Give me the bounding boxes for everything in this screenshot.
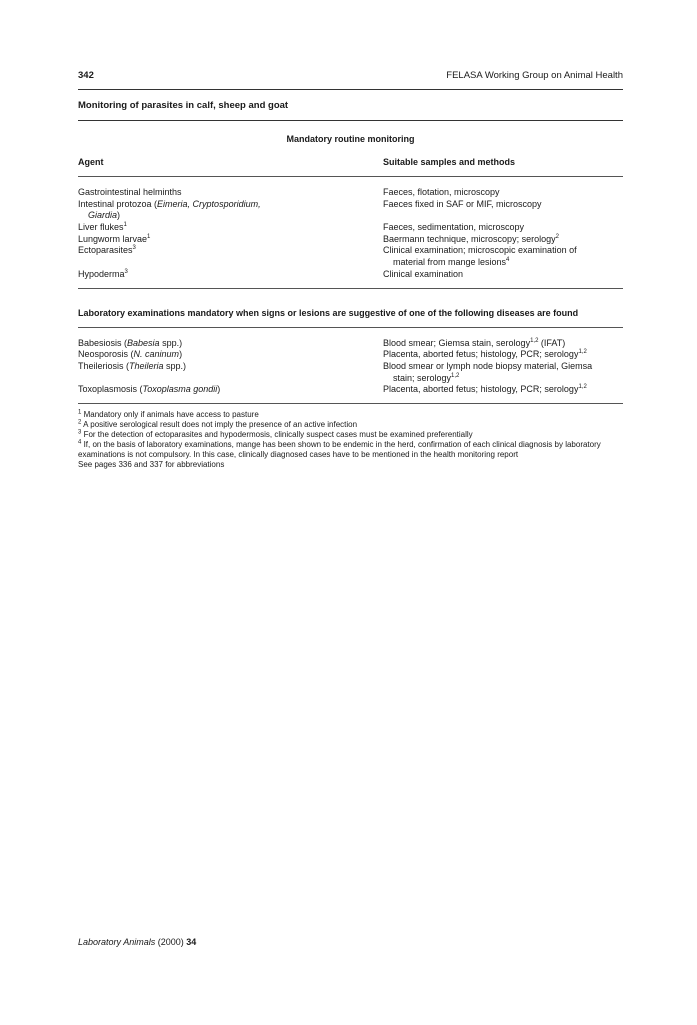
methods-cell: Blood smear or lymph node biopsy material, Giemsa stain; serology$^{1,2}$ bbox=[383, 360, 593, 383]
footnote: $^4$ If, on the basis of laboratory examinations, mange has been shown to be endemic in the herd, confirmation of each clinical diagnosis by laboratory examinations is not compulsory. In this case, clinically diagnosed cases have to be mentioned in the health monitoring report bbox=[78, 439, 601, 459]
journal-name: Laboratory Animals bbox=[78, 937, 156, 947]
table-row bbox=[78, 384, 623, 396]
disease-cell: Theileriosis (Theileria spp.) bbox=[78, 360, 187, 371]
table-row bbox=[78, 349, 623, 361]
disease-cell: Toxoplasmosis (Toxoplasma gondii) bbox=[78, 384, 221, 395]
lab-end-rule bbox=[78, 403, 623, 404]
methods-cell: Blood smear; Giemsa stain, serology$^{1,2}$ (IFAT) bbox=[383, 337, 566, 348]
page-number: 342 bbox=[78, 70, 94, 81]
lab-table bbox=[78, 338, 623, 396]
lab-heading: Laboratory examinations mandatory when signs or lesions are suggestive of one of the following diseases are found bbox=[78, 307, 579, 318]
table-row bbox=[78, 338, 623, 350]
disease-cell: Neosporosis (N. caninum) bbox=[78, 349, 183, 360]
methods-cell: Placenta, aborted fetus; histology, PCR; serology$^{1,2}$ bbox=[383, 384, 587, 395]
footnote: $^3$ For the detection of ectoparasites and hypodermosis, clinically suspect cases must be examined preferentially bbox=[78, 429, 473, 439]
table-row bbox=[78, 234, 623, 246]
agent-cell: Gastrointestinal helminths bbox=[78, 187, 182, 197]
methods-cell: Faeces fixed in SAF or MIF, microscopy bbox=[383, 198, 542, 209]
table-row bbox=[78, 187, 623, 199]
agent-cell: Liver flukes$^1$ bbox=[78, 222, 127, 233]
journal-volume: 34 bbox=[186, 937, 197, 947]
mandatory-end-rule bbox=[78, 288, 623, 289]
mandatory-table bbox=[78, 187, 623, 281]
title-rule bbox=[78, 120, 623, 121]
agent-cell: Intestinal protozoa (Eimeria, Cryptosporidium, Giardia) bbox=[78, 198, 261, 221]
disease-cell: Babesiosis (Babesia spp.) bbox=[78, 337, 183, 348]
col-agent-header: Agent bbox=[78, 157, 104, 167]
table-row bbox=[78, 245, 623, 268]
running-header bbox=[78, 70, 623, 81]
methods-cell: Placenta, aborted fetus; histology, PCR; serology$^{1,2}$ bbox=[383, 349, 587, 360]
agent-cell: Lungworm larvae$^1$ bbox=[78, 233, 151, 244]
agent-cell: Hypoderma$^3$ bbox=[78, 268, 128, 279]
page bbox=[78, 70, 623, 470]
running-title: FELASA Working Group on Animal Health bbox=[446, 70, 623, 81]
methods-cell: Clinical examination; microscopic examination of material from mange lesions$^4$ bbox=[383, 245, 577, 268]
agent-cell: Ectoparasites$^3$ bbox=[78, 245, 136, 256]
footnotes bbox=[78, 410, 623, 470]
table-row bbox=[78, 361, 623, 384]
see-pages-note: See pages 336 and 337 for abbreviations bbox=[78, 459, 225, 469]
table-row bbox=[78, 222, 623, 234]
footnote: $^1$ Mandatory only if animals have access to pasture bbox=[78, 409, 259, 419]
methods-cell: Baermann technique, microscopy; serology$^2$ bbox=[383, 233, 559, 244]
table-row bbox=[78, 269, 623, 281]
table-row bbox=[78, 199, 623, 222]
methods-cell: Faeces, sedimentation, microscopy bbox=[383, 222, 525, 233]
methods-cell: Clinical examination bbox=[383, 268, 464, 279]
lab-heading-rule bbox=[78, 327, 623, 328]
footnote: $^2$ A positive serological result does not imply the presence of an active infection bbox=[78, 419, 358, 429]
journal-year: (2000) bbox=[155, 937, 187, 947]
section-title: Monitoring of parasites in calf, sheep and goat bbox=[78, 100, 289, 111]
colhead-rule bbox=[78, 176, 623, 177]
header-rule bbox=[78, 89, 623, 90]
methods-cell: Faeces, flotation, microscopy bbox=[383, 187, 500, 197]
mandatory-heading: Mandatory routine monitoring bbox=[286, 134, 415, 144]
page-footer bbox=[78, 937, 196, 947]
col-methods-header: Suitable samples and methods bbox=[383, 157, 516, 167]
column-headers bbox=[78, 157, 623, 167]
